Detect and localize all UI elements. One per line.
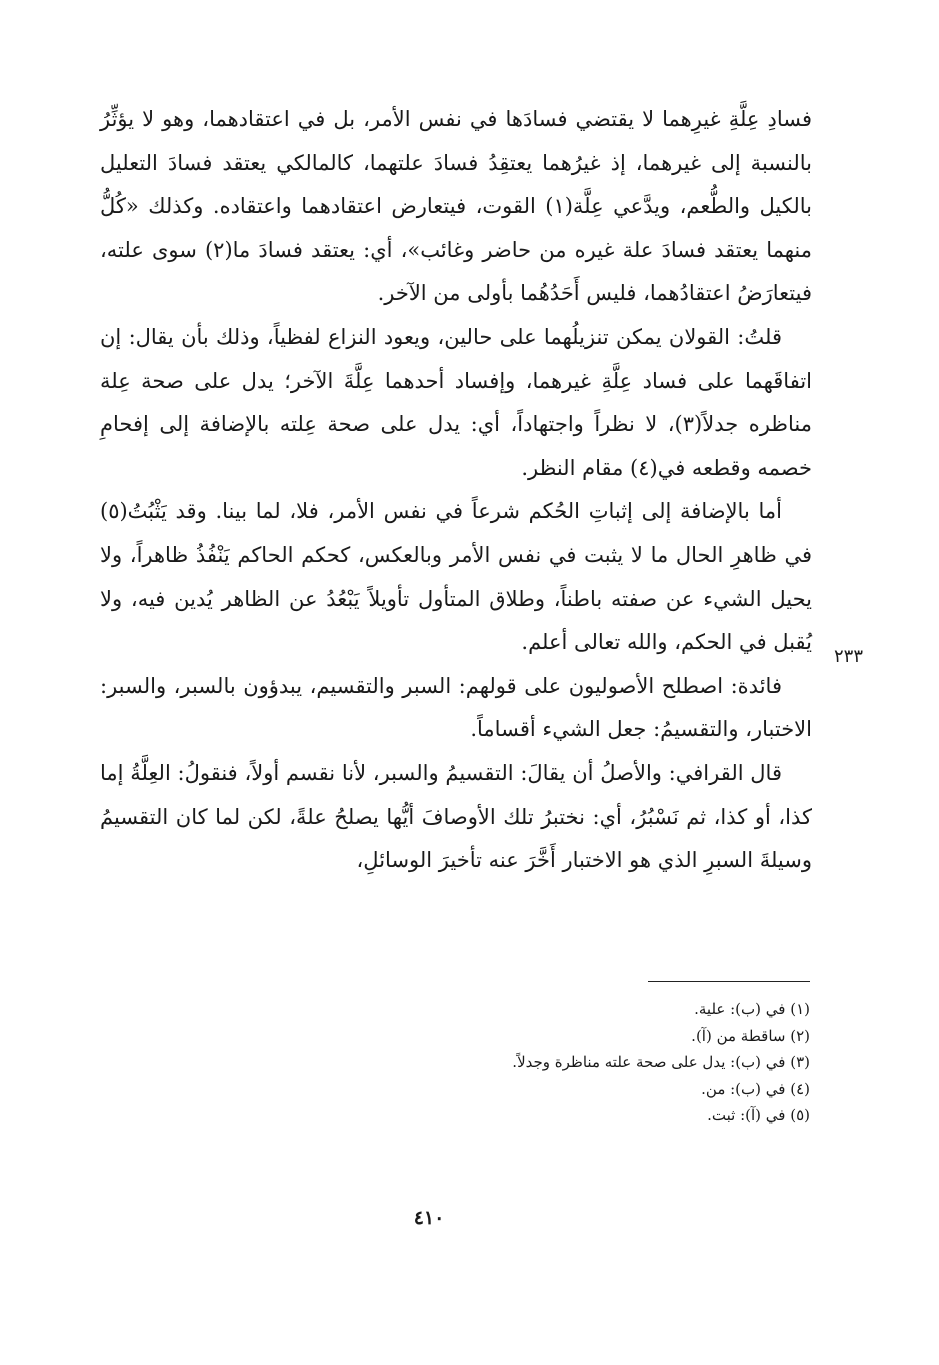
footnote-1: (١) في (ب): علية.: [694, 1000, 810, 1018]
footnote-3: (٣) في (ب): يدل على صحة علته مناظرة وجدلاً.: [512, 1053, 810, 1071]
paragraph-2: قلتُ: القولان يمكن تنزيلُهما على حالين، ويعود النزاع لفظياً، وذلك بأن يقال: إن اتفاقَهما على فساد عِلَّةِ غيرهما، وإفساد أحدهما عِلَّةَ الآخر؛ يدل على صحة عِلة مناظره جدلاً(٣)، لا نظراً واجتهاداً، أي: يدل على صحة عِلته بالإضافة إلى إفحامِ خصمه وقطعه في(٤) مقام النظر.: [100, 324, 813, 480]
paragraph-4: فائدة: اصطلح الأصوليون على قولهم: السبر والتقسيم، يبدؤون بالسبر، والسبر: الاختبار، والتقسيمُ: جعل الشيء أقساماً.: [100, 673, 812, 742]
footnotes: [300, 996, 810, 1129]
footnote-5: (٥) في (آ): ثبت.: [707, 1106, 810, 1124]
footnote-divider: [648, 981, 810, 982]
paragraph-3: أما بالإضافة إلى إثباتِ الحُكم شرعاً في نفس الأمر، فلا، لما بينا. وقد يَثْبُتُ(٥) في ظاهرِ الحال ما لا يثبت في نفس الأمر وبالعكس، كحكم الحاكم يَنْفُذُ ظاهراً، ولا يحيل الشيء عن صفته باطناً، وطلاق المتأول تأويلاً يَبْعُدُ عن الظاهر يُدين فيه، ولا يُقبل في الحكم، والله تعالى أعلم.: [100, 499, 812, 655]
margin-reference-number: ٢٣٣: [834, 646, 864, 667]
page-number: ٤١٠: [413, 1207, 445, 1229]
paragraph-1: فسادِ عِلَّةِ غيرِهما لا يقتضي فسادَها في نفس الأمر، بل في اعتقادهما، وهو لا يؤثِّرُ بالنسبة إلى غيرهما، إذ غيرُهما يعتقِدُ فسادَ علتهما، كالمالكي يعتقد فسادَ التعليل بالكيل والطُّعم، ويدَّعي عِلَّة(١) القوت، فيتعارض اعتقادهما واعتقاده. وكذلك «كُلُّ منهما يعتقد فسادَ علة غيره من حاضر وغائب»، أي: يعتقد فسادَ ما(٢) سوى علته، فيتعارَضُ اعتقادُهما، فليس أَحَدُهُما بأولى من الآخر.: [100, 107, 812, 306]
paragraph-5: قال القرافي: والأصلُ أن يقالَ: التقسيمُ والسبر، لأنا نقسم أولاً، فنقولُ: العِلَّةُ إما كذا، أو كذا، ثم نَسْبُرُ، أي: نختبرُ تلك الأوصافَ أيُّها يصلحُ علةً، لكن لما كان التقسيمُ وسيلةَ السبرِ الذي هو الاختبار أَخَّرَ عنه تأخيرَ الوسائلِ،: [100, 760, 812, 873]
footnote-2: (٢) ساقطة من (آ).: [691, 1026, 810, 1045]
main-text: [100, 98, 812, 883]
footnote-4: (٤) في (ب): من.: [701, 1079, 810, 1098]
